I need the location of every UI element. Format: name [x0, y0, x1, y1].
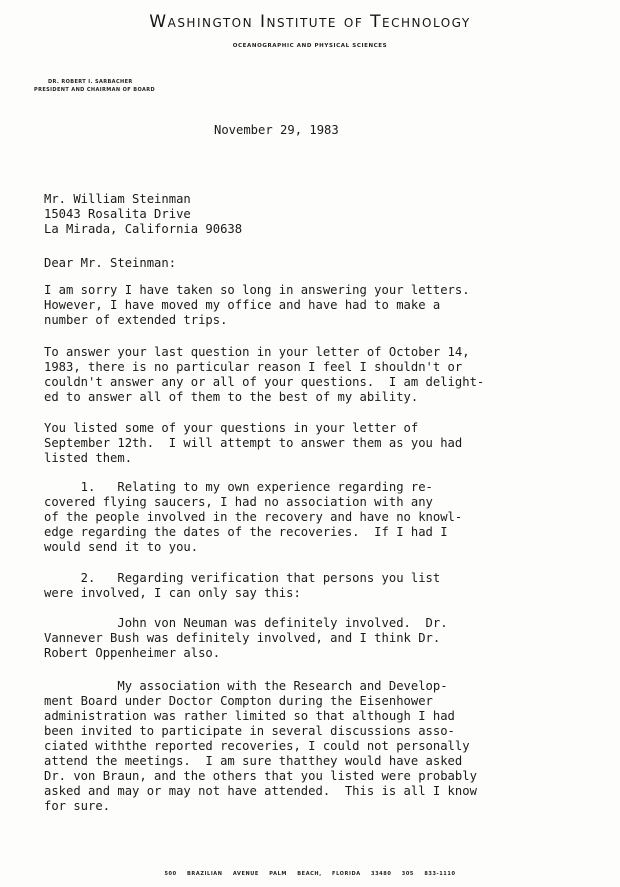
signer-block: [34, 78, 155, 94]
letterhead-institution: Washington Institute of Technology: [149, 12, 471, 32]
paragraph-3: You listed some of your questions in your letter of September 12th. I will attempt to answer them as you had listed them.: [44, 421, 463, 465]
recipient-address: Mr. William Steinman 15043 Rosalita Drive La Mirada, California 90638: [44, 192, 243, 236]
indented-paragraph-2: My association with the Research and Develop- ment Board under Doctor Compton during the Eisenhower administration was rather limited so that although I had been invited to participate in several discussions asso- ciated withthe reported recoveries, I could not personally attend the meetings. I am sure thatthey would have asked Dr. von Braun, and the others that you listed were probably asked and may or may not have attended. This is all I know for sure.: [44, 679, 477, 813]
paragraph-1: I am sorry I have taken so long in answering your letters. However, I have moved my office and have had to make a number of extended trips.: [44, 283, 470, 327]
salutation: Dear Mr. Steinman:: [44, 256, 177, 270]
indented-paragraph-1: John von Neuman was definitely involved. Dr. Vannever Bush was definitely involved, and I think Dr. Robert Oppenheimer also.: [44, 616, 448, 660]
footer-address: 500 BRAZILIAN AVENUE PALM BEACH, FLORIDA 33480 305 833-1110: [164, 871, 456, 877]
letter-date: November 29, 1983: [214, 123, 339, 137]
numbered-item-1: 1. Relating to my own experience regarding re- covered flying saucers, I had no association with any of the people involved in the recovery and have no knowl- edge regarding the dates of the recoveries. If I had I would send it to you.: [44, 480, 463, 554]
letterhead-department: OCEANOGRAPHIC AND PHYSICAL SCIENCES: [232, 43, 388, 49]
signer-title: PRESIDENT AND CHAIRMAN OF BOARD: [34, 87, 156, 93]
paragraph-2: To answer your last question in your letter of October 14, 1983, there is no particular reason I feel I shouldn't or couldn't answer any or all of your questions. I am delight- ed to answer all of them to the best of my ability.: [44, 345, 485, 404]
signer-name: DR. ROBERT I. SARBACHER: [48, 79, 133, 85]
numbered-item-2: 2. Regarding verification that persons you list were involved, I can only say this:: [44, 571, 441, 600]
